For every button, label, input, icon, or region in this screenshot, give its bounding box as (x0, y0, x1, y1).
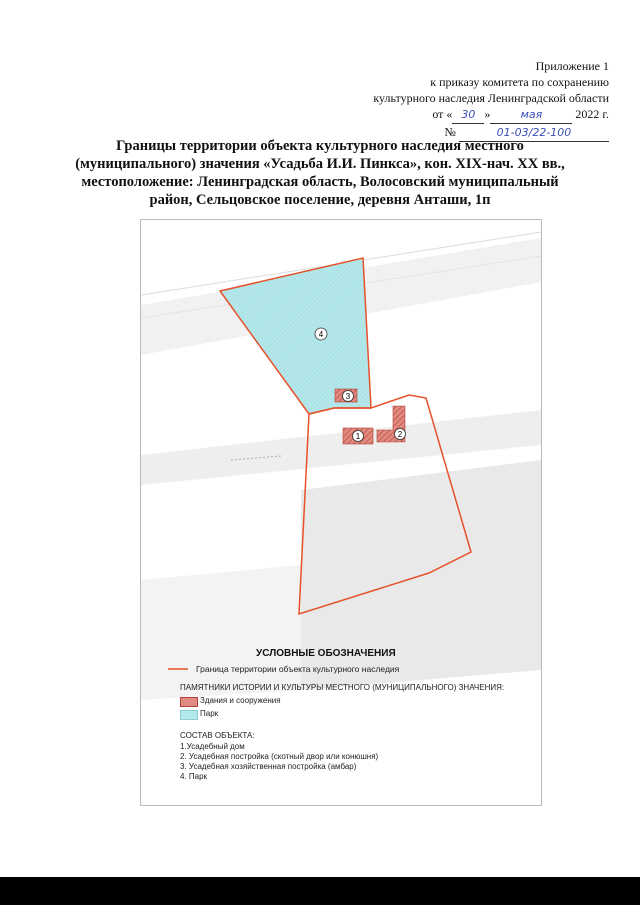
svg-text:2: 2 (397, 430, 403, 439)
map-label-3 (343, 391, 354, 402)
map-label-4 (315, 328, 327, 340)
appendix-date: от « 30 » мая 2022 г. (373, 106, 609, 124)
legend-building-swatch (180, 697, 198, 707)
map-label-1 (353, 431, 364, 442)
legend-composition-header: СОСТАВ ОБЪЕКТА: (180, 731, 255, 740)
appendix-header (373, 58, 609, 142)
svg-text:3: 3 (345, 392, 351, 401)
svg-text:1: 1 (355, 432, 361, 441)
legend-park-swatch (180, 710, 198, 720)
svg-text:4: 4 (318, 330, 324, 339)
legend-item: 2. Усадебная постройка (скотный двор или конюшня) (180, 752, 379, 761)
document-title: Границы территории объекта культурного наследия местного (муниципального) значения «Усадьба И.И. Пинкса», кон. XIX-нач. XX вв., местоположение: Ленинградская область, Волосовский муниципальный район, Сельцовское поселение, деревня Анташи, 1п (75, 138, 565, 208)
field-band (141, 565, 301, 700)
legend-buildings-label: Здания и сооружения (200, 696, 281, 705)
order-number: 01-03/22-100 (459, 125, 609, 142)
appendix-line: Приложение 1 (535, 59, 609, 73)
legend-park-label: Парк (200, 709, 219, 718)
legend-boundary-label: Граница территории объекта культурного наследия (196, 664, 400, 674)
appendix-line: к приказу комитета по сохранению (430, 75, 609, 89)
legend-item: 4. Парк (180, 772, 208, 781)
appendix-number: № 01-03/22-100 (373, 124, 609, 142)
legend-item: 1.Усадебный дом (180, 742, 245, 751)
appendix-line: культурного наследия Ленинградской области (373, 91, 609, 105)
legend-monuments-header: ПАМЯТНИКИ ИСТОРИИ И КУЛЬТУРЫ МЕСТНОГО (МУНИЦИПАЛЬНОГО) ЗНАЧЕНИЯ: (180, 683, 505, 692)
date-day: 30 (452, 107, 484, 124)
map-label-2 (395, 429, 406, 440)
date-month: мая (490, 107, 572, 124)
legend-item: 3. Усадебная хозяйственная постройка (амбар) (180, 762, 357, 771)
legend-title: УСЛОВНЫЕ ОБОЗНАЧЕНИЯ (256, 648, 396, 659)
boundary-legend-line (168, 666, 188, 672)
